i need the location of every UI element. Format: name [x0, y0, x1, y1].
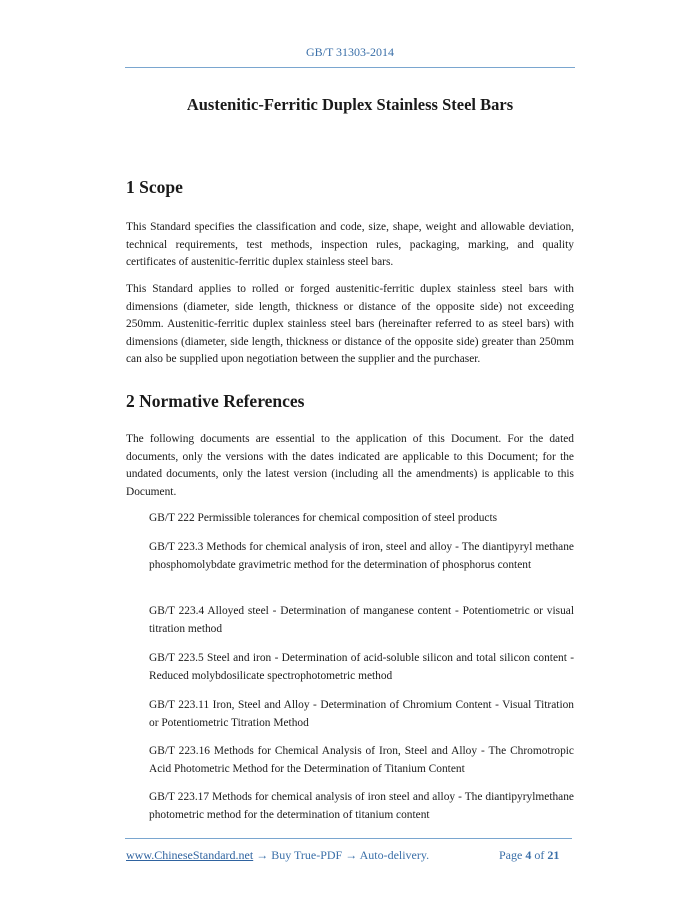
- reference-item: GB/T 223.17 Methods for chemical analysis of iron steel and alloy - The diantipyrylmethane photometric method for the determination of titanium content: [149, 791, 574, 821]
- scope-paragraph-2: This Standard applies to rolled or forged austenitic-ferritic duplex stainless steel bars with dimensions (diameter, side length, thickness or distance of the opposite side) not exceeding 250mm. Austenitic-ferritic duplex stainless steel bars (hereinafter referred to as steel bars) with dimensions (diameter, side length, thickness or distance of the opposite side) greater than 250mm can also be supplied upon negotiation between the supplier and the purchaser.: [126, 283, 574, 366]
- section-heading-scope: 1 Scope: [126, 177, 183, 197]
- reference-item: GB/T 223.11 Iron, Steel and Alloy - Determination of Chromium Content - Visual Titration or Potentiometric Titration Method: [149, 699, 574, 729]
- reference-item: GB/T 223.16 Methods for Chemical Analysis of Iron, Steel and Alloy - The Chromotropic Acid Photometric Method for the Determination of Titanium Content: [149, 745, 574, 775]
- reference-item: GB/T 222 Permissible tolerances for chemical composition of steel products: [149, 512, 498, 524]
- header-divider: [125, 67, 575, 68]
- reference-item: GB/T 223.3 Methods for chemical analysis of iron, steel and alloy - The diantipyryl methane phosphomolybdate gravimetric method for the determination of phosphorus content: [149, 541, 574, 571]
- current-page-number: 4: [525, 848, 532, 862]
- page-indicator: [499, 848, 559, 863]
- normative-intro-paragraph: The following documents are essential to the application of this Document. For the dated documents, only the versions with the dates indicated are applicable to this Document; for the undated documents, only the latest version (including all the amendments) is applicable to this Document.: [126, 433, 574, 498]
- of-label: of: [534, 848, 545, 862]
- footer-promo: [126, 848, 429, 863]
- running-header: GB/T 31303-2014: [305, 45, 395, 59]
- reference-item: GB/T 223.5 Steel and iron - Determination of acid-soluble silicon and total silicon content - Reduced molybdosilicate spectrophotometric method: [149, 652, 574, 682]
- scope-paragraph-1: This Standard specifies the classification and code, size, shape, weight and allowable deviation, technical requirements, test methods, inspection rules, packaging, marking, and quality certificates of austenitic-ferritic duplex stainless steel bars.: [126, 221, 574, 269]
- footer-divider: [125, 838, 572, 839]
- total-pages-number: 21: [547, 848, 560, 862]
- section-heading-normative-references: 2 Normative References: [126, 391, 305, 411]
- page-label: Page: [499, 848, 523, 862]
- reference-item: GB/T 223.4 Alloyed steel - Determination of manganese content - Potentiometric or visual titration method: [149, 605, 574, 635]
- document-title: Austenitic-Ferritic Duplex Stainless Steel Bars: [186, 95, 514, 114]
- footer-tagline: → Buy True-PDF → Auto-delivery.: [253, 848, 430, 862]
- website-link[interactable]: www.ChineseStandard.net: [126, 848, 254, 862]
